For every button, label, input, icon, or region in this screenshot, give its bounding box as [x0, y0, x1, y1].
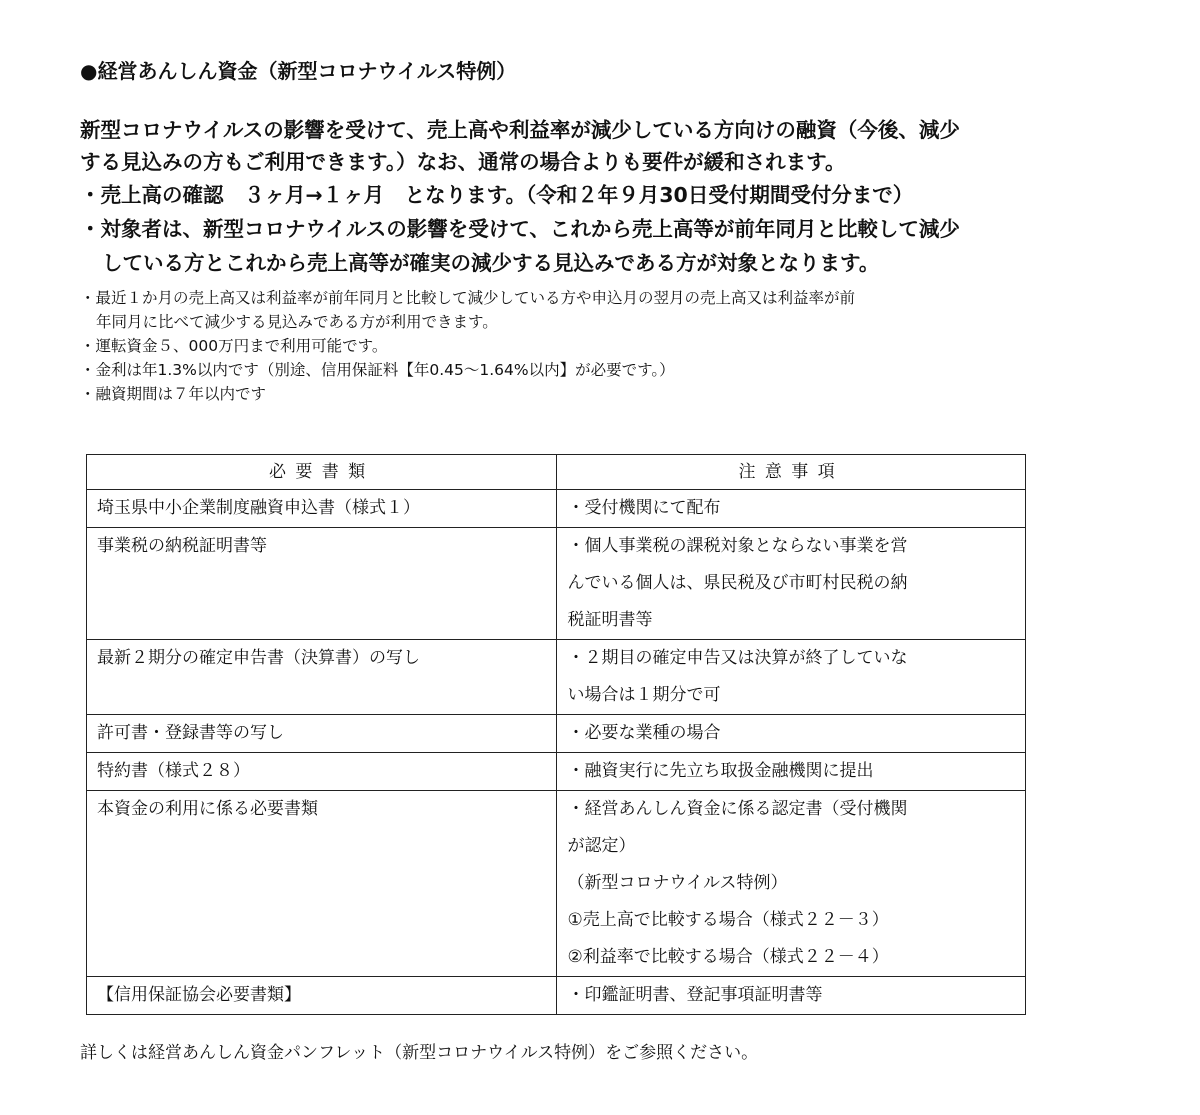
footer-note: 詳しくは経営あんしん資金パンフレット（新型コロナウイルス特例）をご参照ください。: [80, 1043, 759, 1063]
note-line: ②利益率で比較する場合（様式２２－４）: [567, 947, 889, 967]
document-page: [80, 56, 1160, 1063]
document-name-cell: 許可書・登録書等の写し: [87, 715, 557, 753]
document-name-cell: 【信用保証協会必要書類】: [87, 977, 557, 1015]
document-name-cell: 埼玉県中小企業制度融資申込書（様式１）: [87, 490, 557, 528]
condition-target-line-2: 年同月に比べて減少する見込みである方が利用できます。: [96, 313, 498, 331]
conditions-list: [80, 286, 1160, 406]
table-row: [87, 791, 1026, 977]
notes-cell: [557, 753, 1026, 791]
document-name-cell: 本資金の利用に係る必要書類: [87, 791, 557, 977]
table-row: [87, 715, 1026, 753]
intro-line-2: する見込みの方もご利用できます。）なお、通常の場合よりも要件が緩和されます。: [80, 150, 846, 174]
notes-cell: [557, 977, 1026, 1015]
notes-cell: [557, 715, 1026, 753]
note-line: ・印鑑証明書、登記事項証明書等: [567, 985, 823, 1005]
condition-term: ・融資期間は７年以内です: [80, 385, 267, 403]
note-line: ・経営あんしん資金に係る認定書（受付機関: [567, 799, 908, 819]
condition-interest: ・金利は年1.3%以内です（別途、信用保証料【年0.45～1.64%以内】が必要です。）: [80, 361, 675, 379]
key-point-eligibility-line-2: している方とこれから売上高等が確実の減少する見込みである方が対象となります。: [102, 251, 880, 275]
key-points: [80, 178, 1160, 280]
note-line: ①売上高で比較する場合（様式２２－３）: [567, 910, 889, 930]
condition-amount: ・運転資金５、000万円まで利用可能です。: [80, 337, 388, 355]
header-required-documents: 必要書類: [87, 455, 557, 490]
required-documents-table: [86, 454, 1026, 1015]
table-header-row: [87, 455, 1026, 490]
table-row: [87, 528, 1026, 640]
table-row: [87, 490, 1026, 528]
document-name-cell: 事業税の納税証明書等: [87, 528, 557, 640]
table-body: [87, 490, 1026, 1015]
note-line: （新型コロナウイルス特例）: [567, 873, 788, 893]
key-point-sales-check: ・売上高の確認 ３ヶ月→１ヶ月 となります。（令和２年９月30日受付期間受付分まで）: [80, 183, 914, 207]
note-line: い場合は１期分で可: [567, 685, 721, 705]
intro-line-1: 新型コロナウイルスの影響を受けて、売上高や利益率が減少している方向けの融資（今後、減少: [80, 118, 960, 142]
document-name-cell: 特約書（様式２８）: [87, 753, 557, 791]
document-name-cell: 最新２期分の確定申告書（決算書）の写し: [87, 640, 557, 715]
note-line: ・受付機関にて配布: [567, 498, 721, 518]
key-point-eligibility-line-1: ・対象者は、新型コロナウイルスの影響を受けて、これから売上高等が前年同月と比較して減少: [80, 217, 960, 241]
notes-cell: [557, 791, 1026, 977]
note-line: 税証明書等: [567, 610, 653, 630]
note-line: んでいる個人は、県民税及び市町村民税の納: [567, 573, 908, 593]
notes-cell: [557, 490, 1026, 528]
intro-paragraph: [80, 114, 1160, 178]
note-line: ・個人事業税の課税対象とならない事業を営: [567, 536, 908, 556]
notes-cell: [557, 640, 1026, 715]
table-row: [87, 640, 1026, 715]
condition-target-line-1: ・最近１か月の売上高又は利益率が前年同月と比較して減少している方や申込月の翌月の売上高又は利益率が前: [80, 289, 856, 307]
note-line: ・必要な業種の場合: [567, 723, 721, 743]
header-notes: 注意事項: [557, 455, 1026, 490]
note-line: ・融資実行に先立ち取扱金融機関に提出: [567, 761, 874, 781]
table-row: [87, 753, 1026, 791]
note-line: が認定）: [567, 836, 636, 856]
page-title: ●経営あんしん資金（新型コロナウイルス特例）: [80, 59, 517, 83]
note-line: ・２期目の確定申告又は決算が終了していな: [567, 648, 908, 668]
table-row: [87, 977, 1026, 1015]
notes-cell: [557, 528, 1026, 640]
